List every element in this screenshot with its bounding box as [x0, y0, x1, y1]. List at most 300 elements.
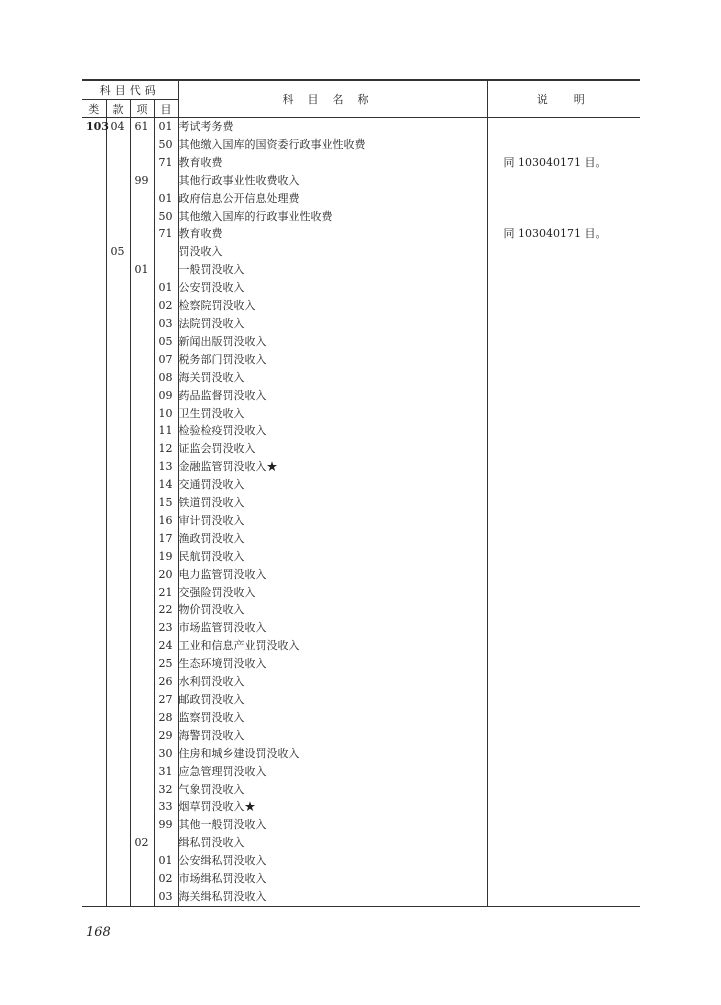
lei-code-cell	[82, 619, 106, 637]
note-cell	[487, 727, 640, 745]
mu-code-cell: 07	[154, 351, 178, 369]
kuan-code-cell	[106, 351, 130, 369]
mu-code-cell: 19	[154, 548, 178, 566]
xiang-code-cell: 99	[130, 172, 154, 190]
note-cell	[487, 566, 640, 584]
item-name-cell: 检察院罚没收入	[178, 297, 487, 315]
mu-code-cell: 12	[154, 440, 178, 458]
table-row	[82, 208, 640, 226]
lei-code-cell	[82, 673, 106, 691]
mu-code-cell: 50	[154, 136, 178, 154]
lei-code-cell	[82, 405, 106, 423]
note-cell	[487, 494, 640, 512]
item-name-cell: 民航罚没收入	[178, 548, 487, 566]
lei-code-cell	[82, 172, 106, 190]
item-name-cell: 住房和城乡建设罚没收入	[178, 745, 487, 763]
kuan-code-cell	[106, 154, 130, 172]
mu-code-cell: 03	[154, 888, 178, 906]
note-cell	[487, 315, 640, 333]
kuan-code-cell: 05	[106, 243, 130, 261]
lei-code-cell	[82, 512, 106, 530]
kuan-code-cell	[106, 852, 130, 870]
kuan-code-cell	[106, 512, 130, 530]
table-row	[82, 673, 640, 691]
kuan-code-cell	[106, 297, 130, 315]
lei-code-cell	[82, 190, 106, 208]
item-name-cell: 证监会罚没收入	[178, 440, 487, 458]
item-name-cell: 海关罚没收入	[178, 369, 487, 387]
lei-code-cell	[82, 566, 106, 584]
kuan-code-cell: 04	[106, 118, 130, 136]
mu-code-cell: 25	[154, 655, 178, 673]
table-row	[82, 530, 640, 548]
note-cell	[487, 888, 640, 906]
note-cell	[487, 279, 640, 297]
lei-code-cell	[82, 798, 106, 816]
kuan-code-cell	[106, 673, 130, 691]
table-row	[82, 888, 640, 906]
table-row	[82, 781, 640, 799]
mu-code-cell: 71	[154, 154, 178, 172]
lei-code-cell	[82, 136, 106, 154]
xiang-code-cell	[130, 601, 154, 619]
mu-code-cell: 02	[154, 297, 178, 315]
kuan-code-cell	[106, 279, 130, 297]
lei-code-cell	[82, 584, 106, 602]
kuan-code-cell	[106, 208, 130, 226]
mu-code-cell: 30	[154, 745, 178, 763]
xiang-code-cell	[130, 279, 154, 297]
note-cell	[487, 548, 640, 566]
note-cell	[487, 816, 640, 834]
note-cell	[487, 172, 640, 190]
item-name-cell: 教育收费	[178, 154, 487, 172]
note-column-header: 说明	[487, 80, 640, 118]
table-row	[82, 172, 640, 190]
table-row	[82, 405, 640, 423]
item-name-cell: 教育收费	[178, 225, 487, 243]
xiang-code-cell	[130, 154, 154, 172]
item-name-cell: 海关缉私罚没收入	[178, 888, 487, 906]
code-group-header: 科目代码	[82, 80, 178, 100]
kuan-code-cell	[106, 315, 130, 333]
xiang-code-cell	[130, 243, 154, 261]
mu-code-cell: 01	[154, 852, 178, 870]
note-cell	[487, 601, 640, 619]
lei-code-cell	[82, 655, 106, 673]
mu-code-cell	[154, 243, 178, 261]
xiang-code-cell	[130, 315, 154, 333]
xiang-code-cell	[130, 655, 154, 673]
lei-code-cell	[82, 225, 106, 243]
item-name-cell: 交通罚没收入	[178, 476, 487, 494]
table-row	[82, 601, 640, 619]
kuan-code-cell	[106, 225, 130, 243]
kuan-code-cell	[106, 619, 130, 637]
item-name-cell: 水利罚没收入	[178, 673, 487, 691]
item-name-cell: 监察罚没收入	[178, 709, 487, 727]
item-name-cell: 卫生罚没收入	[178, 405, 487, 423]
mu-code-cell: 22	[154, 601, 178, 619]
item-name-cell: 渔政罚没收入	[178, 530, 487, 548]
kuan-code-cell	[106, 548, 130, 566]
mu-code-cell: 08	[154, 369, 178, 387]
table-row	[82, 297, 640, 315]
lei-code-cell	[82, 816, 106, 834]
mu-code-cell: 23	[154, 619, 178, 637]
kuan-code-cell	[106, 458, 130, 476]
note-cell	[487, 387, 640, 405]
kuan-code-cell	[106, 601, 130, 619]
xiang-code-cell	[130, 494, 154, 512]
note-cell	[487, 584, 640, 602]
xiang-code-cell: 02	[130, 834, 154, 852]
note-cell	[487, 781, 640, 799]
mu-code-cell: 24	[154, 637, 178, 655]
lei-code-cell	[82, 422, 106, 440]
item-name-cell: 气象罚没收入	[178, 781, 487, 799]
xiang-code-cell	[130, 458, 154, 476]
lei-code-cell	[82, 888, 106, 906]
xiang-code-cell	[130, 852, 154, 870]
item-name-cell: 烟草罚没收入★	[178, 798, 487, 816]
xiang-code-cell	[130, 816, 154, 834]
note-cell	[487, 655, 640, 673]
table-row	[82, 458, 640, 476]
kuan-code-cell	[106, 261, 130, 279]
mu-code-cell: 15	[154, 494, 178, 512]
item-name-cell: 罚没收入	[178, 243, 487, 261]
kuan-code-cell	[106, 870, 130, 888]
mu-code-cell: 28	[154, 709, 178, 727]
lei-code-cell	[82, 476, 106, 494]
mu-code-cell: 17	[154, 530, 178, 548]
table-row	[82, 584, 640, 602]
item-name-cell: 药品监督罚没收入	[178, 387, 487, 405]
xiang-code-cell	[130, 422, 154, 440]
xiang-code-cell	[130, 333, 154, 351]
page-number: 168	[86, 925, 111, 940]
lei-code-cell	[82, 530, 106, 548]
item-name-cell: 其他一般罚没收入	[178, 816, 487, 834]
kuan-code-cell	[106, 333, 130, 351]
table-row	[82, 118, 640, 136]
kuan-code-cell	[106, 637, 130, 655]
mu-code-cell: 71	[154, 225, 178, 243]
kuan-code-cell	[106, 888, 130, 906]
item-name-cell: 交强险罚没收入	[178, 584, 487, 602]
item-name-cell: 物价罚没收入	[178, 601, 487, 619]
table-row	[82, 440, 640, 458]
table-row	[82, 422, 640, 440]
table-row	[82, 315, 640, 333]
note-cell: 同 103040171 目。	[503, 227, 607, 241]
note-cell	[487, 619, 640, 637]
note-cell	[487, 673, 640, 691]
table-row	[82, 190, 640, 208]
table-row	[82, 834, 640, 852]
mu-code-cell: 13	[154, 458, 178, 476]
lei-code-cell	[82, 601, 106, 619]
item-name-cell: 考试考务费	[178, 118, 487, 136]
item-name-cell: 公安缉私罚没收入	[178, 852, 487, 870]
xiang-code-cell	[130, 745, 154, 763]
table-row	[82, 136, 640, 154]
mu-code-cell: 01	[154, 279, 178, 297]
name-column-header: 科目名称	[178, 80, 487, 118]
table-row	[82, 476, 640, 494]
mu-code-cell: 10	[154, 405, 178, 423]
xiang-code-cell: 01	[130, 261, 154, 279]
xiang-code-cell	[130, 584, 154, 602]
table-row	[82, 763, 640, 781]
budget-code-table	[82, 79, 640, 907]
xiang-code-cell	[130, 548, 154, 566]
lei-code-cell	[82, 208, 106, 226]
note-cell	[487, 297, 640, 315]
table-row	[82, 619, 640, 637]
note-cell	[487, 852, 640, 870]
table-row	[82, 225, 640, 243]
table-row	[82, 261, 640, 279]
kuan-code-cell	[106, 655, 130, 673]
note-cell	[487, 709, 640, 727]
lei-code-cell	[82, 351, 106, 369]
xiang-code-cell	[130, 530, 154, 548]
note-cell	[487, 369, 640, 387]
item-name-cell: 一般罚没收入	[178, 261, 487, 279]
xiang-code-cell	[130, 691, 154, 709]
xiang-code-cell	[130, 709, 154, 727]
xiang-code-cell	[130, 888, 154, 906]
table-body	[82, 118, 640, 907]
mu-code-cell: 31	[154, 763, 178, 781]
lei-code-cell	[82, 458, 106, 476]
note-cell	[487, 136, 640, 154]
kuan-code-cell	[106, 798, 130, 816]
note-cell	[487, 870, 640, 888]
table-row	[82, 798, 640, 816]
kuan-code-cell	[106, 476, 130, 494]
lei-code-cell	[82, 709, 106, 727]
xiang-code-cell	[130, 351, 154, 369]
mu-code-cell: 14	[154, 476, 178, 494]
item-name-cell: 审计罚没收入	[178, 512, 487, 530]
lei-code-cell	[82, 369, 106, 387]
table-row	[82, 548, 640, 566]
kuan-code-cell	[106, 566, 130, 584]
table-row	[82, 637, 640, 655]
xiang-code-cell	[130, 763, 154, 781]
note-cell	[487, 530, 640, 548]
table-row	[82, 351, 640, 369]
item-name-cell: 政府信息公开信息处理费	[178, 190, 487, 208]
lei-code-cell	[82, 852, 106, 870]
item-name-cell: 生态环境罚没收入	[178, 655, 487, 673]
xiang-code-cell	[130, 225, 154, 243]
xiang-code-cell	[130, 566, 154, 584]
note-cell	[487, 440, 640, 458]
xiang-code-cell	[130, 637, 154, 655]
xiang-code-cell	[130, 190, 154, 208]
table-row	[82, 243, 640, 261]
lei-code-cell	[82, 834, 106, 852]
lei-code-cell: 103	[82, 118, 106, 136]
mu-code-cell	[154, 261, 178, 279]
item-name-cell: 应急管理罚没收入	[178, 763, 487, 781]
item-name-cell: 铁道罚没收入	[178, 494, 487, 512]
lei-code-cell	[82, 745, 106, 763]
mu-code-cell: 05	[154, 333, 178, 351]
item-name-cell: 工业和信息产业罚没收入	[178, 637, 487, 655]
note-cell	[487, 691, 640, 709]
mu-code-cell: 01	[154, 118, 178, 136]
lei-code-cell	[82, 333, 106, 351]
xiang-code-cell	[130, 476, 154, 494]
mu-code-cell: 03	[154, 315, 178, 333]
mu-code-cell: 01	[154, 190, 178, 208]
xiang-code-cell	[130, 870, 154, 888]
note-cell	[487, 745, 640, 763]
item-name-cell: 缉私罚没收入	[178, 834, 487, 852]
item-name-cell: 新闻出版罚没收入	[178, 333, 487, 351]
lei-code-cell	[82, 763, 106, 781]
mu-code-cell: 21	[154, 584, 178, 602]
xiang-column-header: 项	[130, 100, 154, 118]
note-cell	[487, 834, 640, 852]
kuan-code-cell	[106, 405, 130, 423]
kuan-code-cell	[106, 709, 130, 727]
mu-code-cell	[154, 834, 178, 852]
item-name-cell: 其他行政事业性收费收入	[178, 172, 487, 190]
mu-code-cell: 20	[154, 566, 178, 584]
kuan-code-cell	[106, 763, 130, 781]
note-cell	[487, 763, 640, 781]
xiang-code-cell	[130, 405, 154, 423]
note-cell: 同 103040171 目。	[503, 155, 607, 169]
mu-code-cell: 26	[154, 673, 178, 691]
table-row	[82, 279, 640, 297]
kuan-code-cell	[106, 691, 130, 709]
table-row	[82, 494, 640, 512]
table-row	[82, 816, 640, 834]
table-row	[82, 745, 640, 763]
item-name-cell: 其他缴入国库的国资委行政事业性收费	[178, 136, 487, 154]
note-cell	[487, 118, 640, 136]
kuan-code-cell	[106, 781, 130, 799]
item-name-cell: 其他缴入国库的行政事业性收费	[178, 208, 487, 226]
lei-code-cell	[82, 440, 106, 458]
table-row	[82, 369, 640, 387]
item-name-cell: 市场监管罚没收入	[178, 619, 487, 637]
kuan-code-cell	[106, 834, 130, 852]
kuan-code-cell	[106, 530, 130, 548]
item-name-cell: 海警罚没收入	[178, 727, 487, 745]
kuan-code-cell	[106, 440, 130, 458]
lei-code-cell	[82, 154, 106, 172]
xiang-code-cell	[130, 208, 154, 226]
lei-code-cell	[82, 243, 106, 261]
table-row	[82, 333, 640, 351]
lei-code-cell	[82, 637, 106, 655]
xiang-code-cell	[130, 727, 154, 745]
kuan-code-cell	[106, 387, 130, 405]
table-row	[82, 512, 640, 530]
mu-code-cell: 11	[154, 422, 178, 440]
kuan-code-cell	[106, 172, 130, 190]
item-name-cell: 邮政罚没收入	[178, 691, 487, 709]
lei-code-cell	[82, 279, 106, 297]
kuan-code-cell	[106, 422, 130, 440]
lei-code-cell	[82, 297, 106, 315]
kuan-code-cell	[106, 136, 130, 154]
xiang-code-cell	[130, 440, 154, 458]
mu-column-header: 目	[154, 100, 178, 118]
lei-code-cell	[82, 315, 106, 333]
xiang-code-cell	[130, 673, 154, 691]
xiang-code-cell	[130, 387, 154, 405]
item-name-cell: 金融监管罚没收入★	[178, 458, 487, 476]
lei-code-cell	[82, 781, 106, 799]
xiang-code-cell	[130, 136, 154, 154]
lei-code-cell	[82, 691, 106, 709]
kuan-code-cell	[106, 745, 130, 763]
note-cell	[487, 422, 640, 440]
note-cell	[487, 333, 640, 351]
table-row	[82, 727, 640, 745]
lei-code-cell	[82, 387, 106, 405]
kuan-code-cell	[106, 727, 130, 745]
mu-code-cell: 99	[154, 816, 178, 834]
kuan-code-cell	[106, 816, 130, 834]
kuan-column-header: 款	[106, 100, 130, 118]
mu-code-cell: 27	[154, 691, 178, 709]
mu-code-cell: 29	[154, 727, 178, 745]
note-cell	[487, 261, 640, 279]
item-name-cell: 电力监管罚没收入	[178, 566, 487, 584]
kuan-code-cell	[106, 584, 130, 602]
lei-code-cell	[82, 727, 106, 745]
note-cell	[487, 476, 640, 494]
xiang-code-cell: 61	[130, 118, 154, 136]
xiang-code-cell	[130, 297, 154, 315]
item-name-cell: 税务部门罚没收入	[178, 351, 487, 369]
note-cell	[487, 798, 640, 816]
mu-code-cell: 50	[154, 208, 178, 226]
table-row	[82, 387, 640, 405]
note-cell	[487, 190, 640, 208]
lei-code-cell	[82, 548, 106, 566]
mu-code-cell	[154, 172, 178, 190]
lei-code-cell	[82, 870, 106, 888]
table-row	[82, 566, 640, 584]
kuan-code-cell	[106, 369, 130, 387]
item-name-cell: 公安罚没收入	[178, 279, 487, 297]
lei-code-cell	[82, 494, 106, 512]
lei-code-cell	[82, 261, 106, 279]
table-row	[82, 709, 640, 727]
note-cell	[487, 243, 640, 261]
mu-code-cell: 33	[154, 798, 178, 816]
kuan-code-cell	[106, 190, 130, 208]
xiang-code-cell	[130, 369, 154, 387]
note-cell	[487, 351, 640, 369]
xiang-code-cell	[130, 619, 154, 637]
xiang-code-cell	[130, 512, 154, 530]
item-name-cell: 检验检疫罚没收入	[178, 422, 487, 440]
kuan-code-cell	[106, 494, 130, 512]
table-row	[82, 852, 640, 870]
